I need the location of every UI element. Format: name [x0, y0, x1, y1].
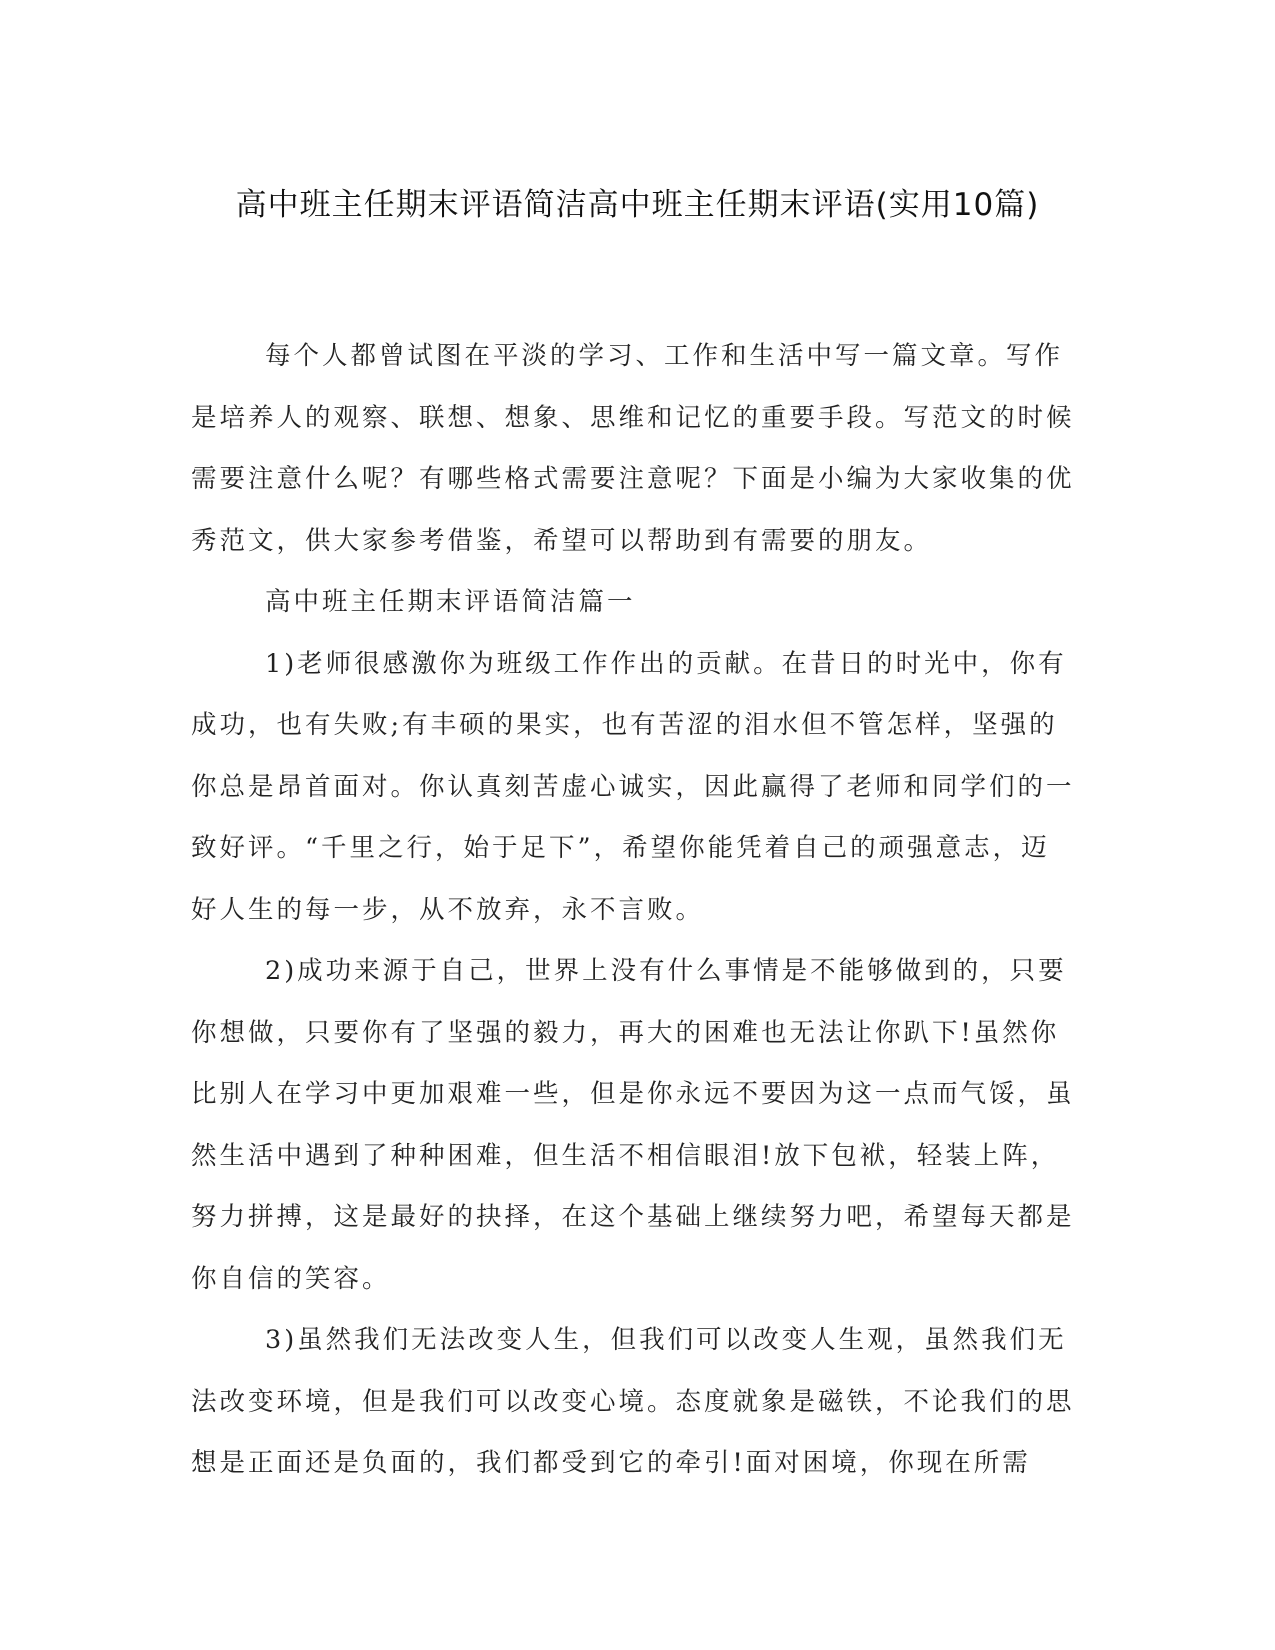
comment-paragraph-2: 2)成功来源于自己，世界上没有什么事情是不能够做到的，只要你想做，只要你有了坚强的毅力，再大的困难也无法让你趴下!虽然你比别人在学习中更加艰难一些，但是你永远不要因为这一点而气馁，虽然生活中遇到了种种困难，但生活不相信眼泪!放下包袱，轻装上阵，努力拼搏，这是最好的抉择，在这个基础上继续努力吧，希望每天都是你自信的笑容。 — [191, 956, 1075, 1294]
comment-paragraph-1: 1)老师很感激你为班级工作作出的贡献。在昔日的时光中，你有成功，也有失败;有丰硕的果实，也有苦涩的泪水但不管怎样，坚强的你总是昂首面对。你认真刻苦虚心诚实，因此赢得了老师和同学们的一致好评。“千里之行，始于足下”，希望你能凭着自己的顽强意志，迈好人生的每一步，从不放弃，永不言败。 — [191, 648, 1075, 925]
intro-paragraph: 每个人都曾试图在平淡的学习、工作和生活中写一篇文章。写作是培养人的观察、联想、想象、思维和记忆的重要手段。写范文的时候需要注意什么呢？有哪些格式需要注意呢？下面是小编为大家收集的优秀范文，供大家参考借鉴，希望可以帮助到有需要的朋友。 — [191, 341, 1075, 556]
section-heading: 高中班主任期末评语简洁篇一 — [265, 587, 636, 617]
document-title: 高中班主任期末评语简洁高中班主任期末评语(实用10篇) — [235, 187, 1040, 223]
comment-paragraph-3: 3)虽然我们无法改变人生，但我们可以改变人生观，虽然我们无法改变环境，但是我们可以改变心境。态度就象是磁铁，不论我们的思想是正面还是负面的，我们都受到它的牵引!面对困境，你现在所需 — [191, 1325, 1075, 1478]
document-body — [191, 326, 1077, 1495]
